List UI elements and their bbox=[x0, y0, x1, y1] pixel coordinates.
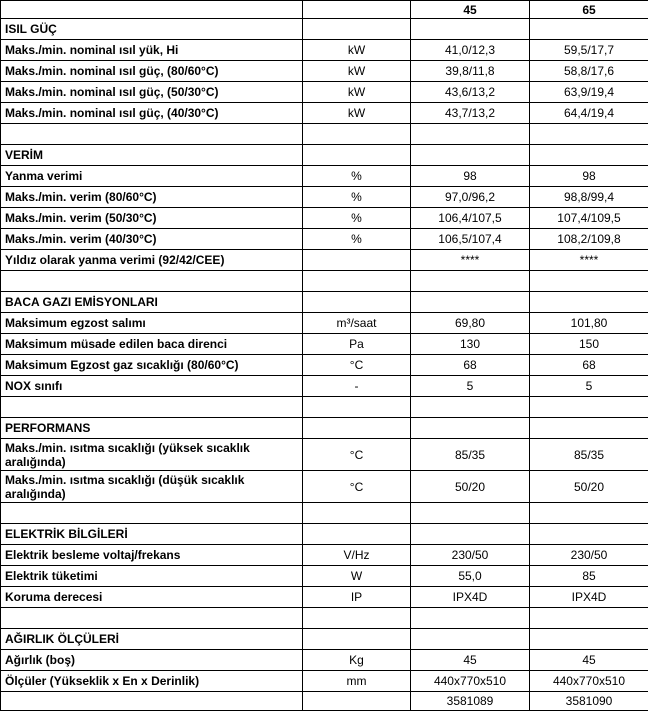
row-value-65: 108,2/109,8 bbox=[530, 229, 648, 250]
row-value-45: 55,0 bbox=[411, 566, 530, 587]
row-unit: kW bbox=[303, 103, 411, 124]
header-unit-cell bbox=[303, 1, 411, 19]
spacer-row bbox=[1, 271, 648, 292]
row-label: Maksimum Egzost gaz sıcaklığı (80/60°C) bbox=[1, 355, 303, 376]
row-unit: Pa bbox=[303, 334, 411, 355]
table-row bbox=[1, 376, 648, 397]
row-value-45: 440x770x510 bbox=[411, 671, 530, 692]
row-value-45: 98 bbox=[411, 166, 530, 187]
spacer-row bbox=[1, 608, 648, 629]
row-value-45: IPX4D bbox=[411, 587, 530, 608]
table-row bbox=[1, 334, 648, 355]
row-label: Maks./min. verim (50/30°C) bbox=[1, 208, 303, 229]
row-value-65: 85 bbox=[530, 566, 648, 587]
section-heading-row bbox=[1, 524, 648, 545]
row-value-45: 41,0/12,3 bbox=[411, 40, 530, 61]
spacer-row bbox=[1, 124, 648, 145]
spacer-row bbox=[1, 397, 648, 418]
table-row bbox=[1, 103, 648, 124]
header-empty-cell bbox=[1, 1, 303, 19]
row-value-65: 5 bbox=[530, 376, 648, 397]
row-value-45: 5 bbox=[411, 376, 530, 397]
row-value-65: 150 bbox=[530, 334, 648, 355]
row-value-65: 45 bbox=[530, 650, 648, 671]
table-row bbox=[1, 187, 648, 208]
table-row bbox=[1, 650, 648, 671]
table-row bbox=[1, 671, 648, 692]
row-value-45: 43,7/13,2 bbox=[411, 103, 530, 124]
row-label: Ağırlık (boş) bbox=[1, 650, 303, 671]
table-row bbox=[1, 566, 648, 587]
table-row bbox=[1, 545, 648, 566]
row-value-45: 106,4/107,5 bbox=[411, 208, 530, 229]
row-label: Yıldız olarak yanma verimi (92/42/CEE) bbox=[1, 250, 303, 271]
row-unit: °C bbox=[303, 439, 411, 471]
row-value-65: 230/50 bbox=[530, 545, 648, 566]
row-label: Koruma derecesi bbox=[1, 587, 303, 608]
section-heading-row bbox=[1, 629, 648, 650]
row-unit: V/Hz bbox=[303, 545, 411, 566]
row-unit: % bbox=[303, 166, 411, 187]
row-value-45: 97,0/96,2 bbox=[411, 187, 530, 208]
spacer-row bbox=[1, 503, 648, 524]
row-value-45: 68 bbox=[411, 355, 530, 376]
section-title: ELEKTRİK BİLGİLERİ bbox=[1, 524, 303, 545]
table-row bbox=[1, 40, 648, 61]
row-value-65: 63,9/19,4 bbox=[530, 82, 648, 103]
row-value-65: 58,8/17,6 bbox=[530, 61, 648, 82]
section-title: AĞIRLIK ÖLÇÜLERİ bbox=[1, 629, 303, 650]
row-value-65: 59,5/17,7 bbox=[530, 40, 648, 61]
row-unit: % bbox=[303, 187, 411, 208]
row-value-65: 98 bbox=[530, 166, 648, 187]
header-model-65: 65 bbox=[530, 1, 648, 19]
row-unit bbox=[303, 250, 411, 271]
table-row bbox=[1, 471, 648, 503]
table-row bbox=[1, 313, 648, 334]
row-value-65: 68 bbox=[530, 355, 648, 376]
row-value-65: 50/20 bbox=[530, 471, 648, 503]
row-label: Maks./min. nominal ısıl güç, (50/30°C) bbox=[1, 82, 303, 103]
row-unit: kW bbox=[303, 40, 411, 61]
row-unit: % bbox=[303, 229, 411, 250]
row-value-45: 130 bbox=[411, 334, 530, 355]
row-label: Elektrik besleme voltaj/frekans bbox=[1, 545, 303, 566]
table-row bbox=[1, 250, 648, 271]
table-row bbox=[1, 208, 648, 229]
section-title: BACA GAZI EMİSYONLARI bbox=[1, 292, 303, 313]
row-value-45: **** bbox=[411, 250, 530, 271]
row-label: Maksimum müsade edilen baca direnci bbox=[1, 334, 303, 355]
row-value-65: **** bbox=[530, 250, 648, 271]
row-unit: kW bbox=[303, 61, 411, 82]
row-value-45: 43,6/13,2 bbox=[411, 82, 530, 103]
row-unit: W bbox=[303, 566, 411, 587]
row-unit: kW bbox=[303, 82, 411, 103]
row-label: Elektrik tüketimi bbox=[1, 566, 303, 587]
row-value-65: 101,80 bbox=[530, 313, 648, 334]
table-row bbox=[1, 82, 648, 103]
section-title: VERİM bbox=[1, 145, 303, 166]
row-unit: IP bbox=[303, 587, 411, 608]
row-label: Maksimum egzost salımı bbox=[1, 313, 303, 334]
row-unit: % bbox=[303, 208, 411, 229]
row-value-65: 440x770x510 bbox=[530, 671, 648, 692]
row-unit: °C bbox=[303, 471, 411, 503]
row-value-45: 69,80 bbox=[411, 313, 530, 334]
row-value-65: 64,4/19,4 bbox=[530, 103, 648, 124]
section-heading-row bbox=[1, 418, 648, 439]
section-heading-row bbox=[1, 145, 648, 166]
table-row bbox=[1, 166, 648, 187]
row-value-45: 45 bbox=[411, 650, 530, 671]
section-title: ISIL GÜÇ bbox=[1, 19, 303, 40]
table-row bbox=[1, 61, 648, 82]
product-code-45: 3581089 bbox=[411, 692, 530, 711]
section-heading-row bbox=[1, 292, 648, 313]
section-heading-row bbox=[1, 19, 648, 40]
row-value-45: 85/35 bbox=[411, 439, 530, 471]
row-label: Yanma verimi bbox=[1, 166, 303, 187]
row-label: Maks./min. nominal ısıl yük, Hi bbox=[1, 40, 303, 61]
row-value-65: 98,8/99,4 bbox=[530, 187, 648, 208]
header-row bbox=[1, 1, 648, 19]
table-row bbox=[1, 229, 648, 250]
row-label: Maks./min. nominal ısıl güç, (80/60°C) bbox=[1, 61, 303, 82]
row-unit: mm bbox=[303, 671, 411, 692]
row-label: Maks./min. nominal ısıl güç, (40/30°C) bbox=[1, 103, 303, 124]
row-label: NOX sınıfı bbox=[1, 376, 303, 397]
row-label: Maks./min. verim (80/60°C) bbox=[1, 187, 303, 208]
row-value-65: 85/35 bbox=[530, 439, 648, 471]
row-label: Ölçüler (Yükseklik x En x Derinlik) bbox=[1, 671, 303, 692]
table-row bbox=[1, 439, 648, 471]
row-label: Maks./min. ısıtma sıcaklığı (düşük sıcaklık aralığında) bbox=[1, 471, 303, 503]
row-value-45: 39,8/11,8 bbox=[411, 61, 530, 82]
row-unit: °C bbox=[303, 355, 411, 376]
table-row bbox=[1, 355, 648, 376]
row-unit: Kg bbox=[303, 650, 411, 671]
code-row bbox=[1, 692, 648, 711]
row-unit: m³/saat bbox=[303, 313, 411, 334]
row-value-45: 230/50 bbox=[411, 545, 530, 566]
row-value-65: 107,4/109,5 bbox=[530, 208, 648, 229]
section-title: PERFORMANS bbox=[1, 418, 303, 439]
table-row bbox=[1, 587, 648, 608]
row-label: Maks./min. ısıtma sıcaklığı (yüksek sıcaklık aralığında) bbox=[1, 439, 303, 471]
row-value-45: 50/20 bbox=[411, 471, 530, 503]
row-unit: - bbox=[303, 376, 411, 397]
header-model-45: 45 bbox=[411, 1, 530, 19]
product-code-65: 3581090 bbox=[530, 692, 648, 711]
row-value-65: IPX4D bbox=[530, 587, 648, 608]
row-label: Maks./min. verim (40/30°C) bbox=[1, 229, 303, 250]
row-value-45: 106,5/107,4 bbox=[411, 229, 530, 250]
